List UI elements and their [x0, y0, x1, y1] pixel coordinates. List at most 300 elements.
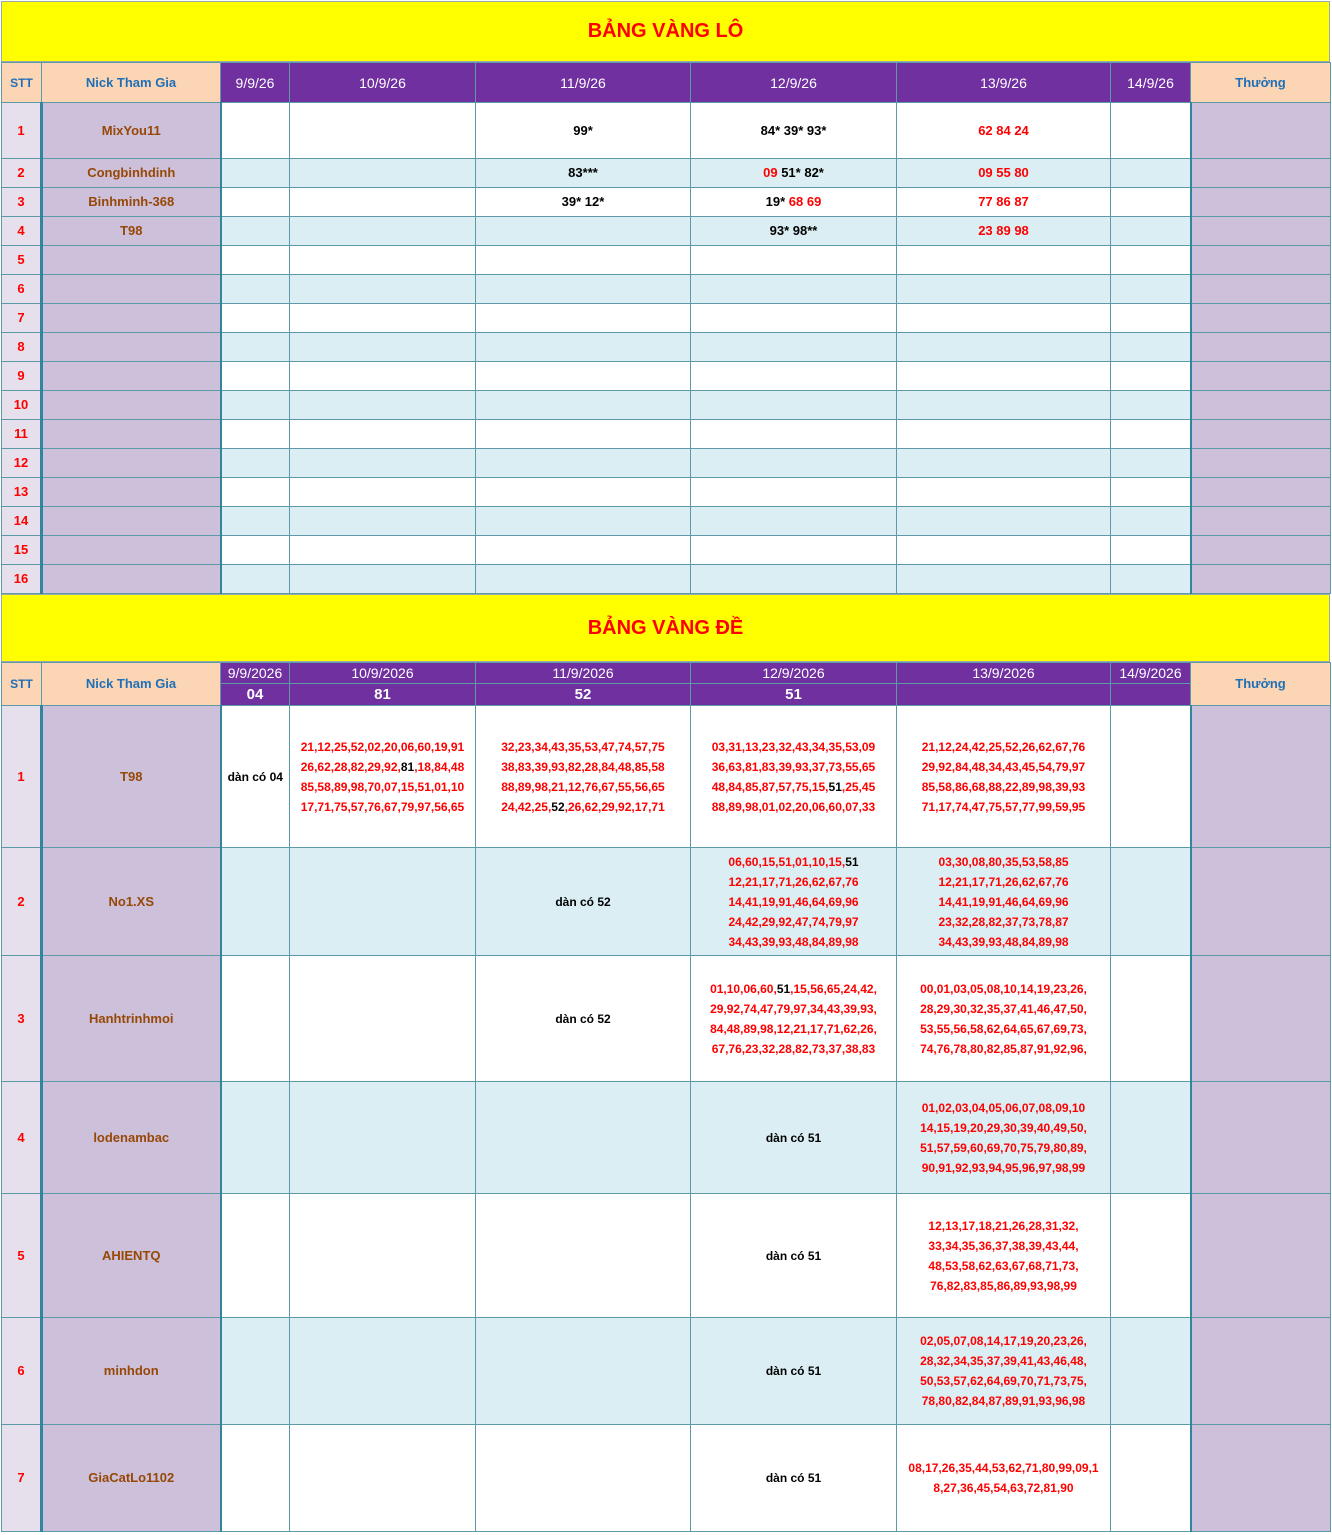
date-header: 12/9/2026: [691, 663, 897, 684]
date-header: 12/9/26: [691, 63, 897, 103]
number-text: 03,31,13,23,32,43,34,35,53,09: [711, 739, 876, 754]
number-line: [691, 872, 896, 892]
number-line: [897, 912, 1110, 932]
result-number: [897, 684, 1111, 706]
date-header: 10/9/2026: [290, 663, 476, 684]
lo-cell: [476, 449, 691, 478]
row-number: 2: [2, 848, 42, 956]
date-header: 10/9/26: [290, 63, 476, 103]
number-list: [691, 852, 896, 952]
lo-cell: [897, 159, 1111, 188]
lo-row: [2, 217, 1331, 246]
de-row: [2, 848, 1331, 956]
number-text: ,26,62,29,92,17,71: [564, 799, 665, 814]
nick-name: [42, 507, 221, 536]
de-cell: [691, 1425, 897, 1532]
lo-cell: [691, 449, 897, 478]
de-cell: [221, 706, 290, 848]
number-line: [691, 1019, 896, 1039]
number-line: [897, 1098, 1110, 1118]
number-line: [290, 737, 475, 757]
number-line: [897, 1458, 1110, 1478]
de-cell: [897, 1194, 1111, 1318]
number-text: 23,32,28,82,37,73,78,87: [938, 914, 1069, 929]
lo-cell: [290, 159, 476, 188]
lo-cell: [221, 536, 290, 565]
pick-text: 19*: [765, 194, 789, 209]
lo-row: [2, 246, 1331, 275]
lo-cell: [897, 188, 1111, 217]
lo-cell: [476, 217, 691, 246]
pick-text: 09: [763, 165, 782, 180]
lo-cell: [1111, 362, 1191, 391]
number-text: 8,27,36,45,54,63,72,81,90: [933, 1481, 1074, 1495]
number-text: 24,42,29,92,47,74,79,97: [728, 914, 859, 929]
lo-cell: [476, 159, 691, 188]
lo-cell: [290, 275, 476, 304]
de-cell: [290, 1318, 476, 1425]
de-cell: [897, 706, 1111, 848]
number-list: [691, 737, 896, 817]
lo-cell: [290, 304, 476, 333]
lo-cell: [1111, 103, 1191, 159]
prize-cell: [1191, 507, 1331, 536]
de-cell: [290, 706, 476, 848]
de-cell: [1111, 848, 1191, 956]
de-cell: [1111, 956, 1191, 1082]
number-text: 21,12,25,52,02,20,06,60,19,91: [300, 739, 465, 754]
number-text: 71,17,74,47,75,57,77,99,59,95: [921, 799, 1086, 814]
lo-row: [2, 391, 1331, 420]
lo-cell: [476, 246, 691, 275]
de-row: [2, 1082, 1331, 1194]
number-line: [691, 852, 896, 872]
number-line: [897, 872, 1110, 892]
result-number: 81: [290, 684, 476, 706]
lo-cell: [1111, 275, 1191, 304]
date-header: 14/9/26: [1111, 63, 1191, 103]
nick-name: Congbinhdinh: [42, 159, 221, 188]
lo-cell: [691, 246, 897, 275]
number-text: 28,32,34,35,37,39,41,43,46,48,: [920, 1354, 1087, 1368]
result-number: 04: [221, 684, 290, 706]
row-number: 8: [2, 333, 42, 362]
lo-cell: [691, 188, 897, 217]
lo-cell: [897, 333, 1111, 362]
number-text: 29,92,74,47,79,97,34,43,39,93,: [710, 1001, 877, 1016]
lo-row: [2, 304, 1331, 333]
lo-cell: [290, 565, 476, 594]
lo-row: [2, 275, 1331, 304]
row-number: 6: [2, 275, 42, 304]
de-cell: [221, 956, 290, 1082]
de-cell: [221, 848, 290, 956]
number-line: [897, 852, 1110, 872]
lo-cell: [290, 217, 476, 246]
number-text: 34,43,39,93,48,84,89,98: [938, 934, 1069, 949]
number-text: 36,63,81,83,39,93,37,73,55,65: [711, 759, 876, 774]
prize-cell: [1191, 159, 1331, 188]
number-text: 85,58,89,98,70,07,15,51,01,10: [300, 779, 465, 794]
number-line: [691, 737, 896, 757]
lo-cell: [476, 478, 691, 507]
prize-cell: [1191, 956, 1331, 1082]
de-cell: [1111, 1194, 1191, 1318]
de-cell: [290, 848, 476, 956]
lo-row: [2, 159, 1331, 188]
row-number: 12: [2, 449, 42, 478]
nick-name: [42, 420, 221, 449]
lo-cell: [691, 565, 897, 594]
dan-label: dàn có 51: [765, 1130, 822, 1145]
number-line: [897, 1276, 1110, 1296]
lo-cell: [897, 565, 1111, 594]
number-text: 90,91,92,93,94,95,96,97,98,99: [921, 1160, 1086, 1175]
dan-label: dàn có 51: [765, 1471, 822, 1485]
number-text: ,25,45: [841, 779, 876, 794]
de-cell: [691, 1082, 897, 1194]
lo-cell: [691, 304, 897, 333]
lo-cell: [221, 188, 290, 217]
number-line: [897, 1256, 1110, 1276]
prize-cell: [1191, 565, 1331, 594]
lo-cell: [221, 275, 290, 304]
lo-cell: [897, 420, 1111, 449]
row-number: 7: [2, 304, 42, 333]
de-cell: [221, 1318, 290, 1425]
row-number: 16: [2, 565, 42, 594]
lo-row: [2, 536, 1331, 565]
number-text: 12,21,17,71,26,62,67,76: [728, 874, 859, 889]
nick-name: [42, 478, 221, 507]
nick-header: Nick Tham Gia: [42, 63, 221, 103]
lo-row: [2, 420, 1331, 449]
lo-cell: [476, 188, 691, 217]
pick-text: 83***: [568, 165, 598, 180]
de-cell: [1111, 1082, 1191, 1194]
number-text: 74,76,78,80,82,85,87,91,92,96,: [920, 1041, 1087, 1056]
number-text: 32,23,34,43,35,53,47,74,57,75: [501, 739, 665, 754]
number-text: 21,12,24,42,25,52,26,62,67,76: [921, 739, 1086, 754]
lo-cell: [691, 362, 897, 391]
number-line: [897, 1478, 1110, 1498]
lo-cell: [290, 188, 476, 217]
number-line: [476, 777, 690, 797]
prize-cell: [1191, 449, 1331, 478]
nick-name: [42, 449, 221, 478]
number-text: 24,42,25,: [501, 799, 552, 814]
lo-table: [1, 62, 1331, 594]
nick-name: MixYou11: [42, 103, 221, 159]
de-cell: [290, 1425, 476, 1532]
lo-cell: [1111, 246, 1191, 275]
winning-number: 51: [828, 779, 842, 794]
number-list: [897, 1216, 1110, 1296]
pick-text: 84* 39* 93*: [760, 122, 827, 138]
lo-cell: [476, 536, 691, 565]
prize-cell: [1191, 1194, 1331, 1318]
number-text: 76,82,83,85,86,89,93,98,99: [930, 1278, 1077, 1293]
lo-row: [2, 565, 1331, 594]
lo-cell: [476, 565, 691, 594]
prize-cell: [1191, 188, 1331, 217]
date-header: 11/9/2026: [476, 663, 691, 684]
lo-cell: [221, 449, 290, 478]
number-line: [897, 932, 1110, 952]
de-cell: [897, 848, 1111, 956]
number-text: 14,15,19,20,29,30,39,40,49,50,: [920, 1120, 1087, 1135]
prize-cell: [1191, 362, 1331, 391]
lo-cell: [476, 275, 691, 304]
number-text: ,15,56,65,24,42,: [790, 981, 877, 996]
nick-name: [42, 391, 221, 420]
lo-cell: [290, 478, 476, 507]
number-line: [897, 1351, 1110, 1371]
prize-header: Thưởng: [1191, 63, 1331, 103]
number-line: [897, 892, 1110, 912]
lo-cell: [691, 507, 897, 536]
lo-cell: [897, 536, 1111, 565]
lo-cell: [1111, 217, 1191, 246]
pick-text: 93* 98**: [769, 223, 818, 238]
date-header: 11/9/26: [476, 63, 691, 103]
number-line: [897, 797, 1110, 817]
number-line: [897, 1158, 1110, 1178]
result-number: 52: [476, 684, 691, 706]
dan-label: dàn có 51: [765, 1364, 822, 1378]
number-list: [691, 979, 896, 1059]
number-text: 67,76,23,32,28,82,73,37,38,83: [711, 1041, 876, 1056]
dan-label: dàn có 52: [555, 1011, 611, 1026]
number-line: [691, 999, 896, 1019]
number-text: ,18,84,48: [414, 759, 465, 774]
number-line: [897, 1019, 1110, 1039]
de-cell: [691, 1194, 897, 1318]
prize-cell: [1191, 275, 1331, 304]
dan-label: dàn có 04: [227, 769, 283, 784]
result-number: 51: [691, 684, 897, 706]
row-number: 5: [2, 1194, 42, 1318]
lo-cell: [290, 420, 476, 449]
prize-cell: [1191, 478, 1331, 507]
dan-label: dàn có 51: [765, 1248, 822, 1263]
row-number: 14: [2, 507, 42, 536]
lo-cell: [691, 478, 897, 507]
number-list: [897, 1098, 1110, 1178]
number-line: [691, 797, 896, 817]
lo-cell: [897, 507, 1111, 536]
de-cell: [221, 1194, 290, 1318]
number-text: 08,17,26,35,44,53,62,71,80,99,09,1: [908, 1461, 1099, 1475]
row-number: 4: [2, 217, 42, 246]
number-line: [897, 1138, 1110, 1158]
lo-cell: [691, 420, 897, 449]
de-cell: [290, 1194, 476, 1318]
number-line: [290, 757, 475, 777]
lo-cell: [290, 536, 476, 565]
number-text: 48,53,58,62,63,67,68,71,73,: [928, 1258, 1079, 1273]
prize-cell: [1191, 217, 1331, 246]
number-line: [476, 757, 690, 777]
lo-cell: [221, 391, 290, 420]
lo-cell: [476, 391, 691, 420]
pick-text: 77 86 87: [978, 194, 1029, 209]
lo-cell: [476, 103, 691, 159]
number-list: [897, 737, 1110, 817]
number-text: 48,84,85,87,57,75,15,: [711, 779, 829, 794]
lo-cell: [691, 333, 897, 362]
lo-cell: [221, 333, 290, 362]
pick-text: 62 84 24: [978, 122, 1029, 138]
number-line: [897, 737, 1110, 757]
de-cell: [476, 1425, 691, 1532]
lo-cell: [221, 478, 290, 507]
number-text: 17,71,75,57,76,67,79,97,56,65: [300, 799, 465, 814]
prize-cell: [1191, 1318, 1331, 1425]
nick-name: [42, 362, 221, 391]
prize-cell: [1191, 391, 1331, 420]
number-line: [897, 1039, 1110, 1059]
nick-name: Hanhtrinhmoi: [42, 956, 221, 1082]
row-number: 4: [2, 1082, 42, 1194]
lo-cell: [221, 507, 290, 536]
nick-name: [42, 565, 221, 594]
lo-cell: [221, 217, 290, 246]
number-text: 01,10,06,60,: [710, 981, 777, 996]
de-row: [2, 1425, 1331, 1532]
number-line: [897, 1391, 1110, 1411]
number-text: 53,55,56,58,62,64,65,67,69,73,: [920, 1021, 1087, 1036]
lo-cell: [476, 333, 691, 362]
date-header: 13/9/2026: [897, 663, 1111, 684]
de-row: [2, 956, 1331, 1082]
number-line: [691, 777, 896, 797]
nick-name: [42, 304, 221, 333]
date-header: 9/9/26: [221, 63, 290, 103]
de-cell: [476, 1318, 691, 1425]
prize-cell: [1191, 333, 1331, 362]
lo-cell: [290, 391, 476, 420]
lo-row: [2, 362, 1331, 391]
row-number: 7: [2, 1425, 42, 1532]
lo-cell: [290, 333, 476, 362]
number-line: [691, 757, 896, 777]
lo-cell: [691, 536, 897, 565]
lo-title: BẢNG VÀNG LÔ: [1, 1, 1330, 62]
number-line: [897, 1216, 1110, 1236]
de-cell: [476, 706, 691, 848]
prize-cell: [1191, 420, 1331, 449]
number-list: [897, 1331, 1110, 1411]
de-row: [2, 1318, 1331, 1425]
number-text: 88,89,98,21,12,76,67,55,56,65: [501, 779, 665, 794]
number-text: 12,21,17,71,26,62,67,76: [938, 874, 1069, 889]
row-number: 3: [2, 956, 42, 1082]
prize-cell: [1191, 706, 1331, 848]
number-line: [476, 797, 690, 817]
de-cell: [691, 956, 897, 1082]
row-number: 15: [2, 536, 42, 565]
row-number: 11: [2, 420, 42, 449]
number-text: 26,62,28,82,29,92,: [300, 759, 401, 774]
pick-text: 23 89 98: [978, 223, 1029, 238]
number-text: 50,53,57,62,64,69,70,71,73,75,: [920, 1374, 1087, 1388]
lo-cell: [221, 565, 290, 594]
nick-name: No1.XS: [42, 848, 221, 956]
lo-cell: [290, 103, 476, 159]
row-number: 10: [2, 391, 42, 420]
lo-cell: [290, 362, 476, 391]
de-cell: [1111, 1318, 1191, 1425]
number-text: 34,43,39,93,48,84,89,98: [728, 934, 859, 949]
de-cell: [691, 706, 897, 848]
lo-cell: [897, 275, 1111, 304]
de-table: [1, 662, 1331, 1532]
prize-cell: [1191, 246, 1331, 275]
lo-cell: [1111, 159, 1191, 188]
row-number: 3: [2, 188, 42, 217]
nick-name: AHIENTQ: [42, 1194, 221, 1318]
number-line: [691, 892, 896, 912]
number-text: 06,60,15,51,01,10,15,: [728, 854, 846, 869]
lo-cell: [1111, 507, 1191, 536]
nick-header: Nick Tham Gia: [42, 663, 221, 706]
number-line: [897, 979, 1110, 999]
de-cell: [476, 1082, 691, 1194]
de-cell: [897, 956, 1111, 1082]
de-cell: [897, 1318, 1111, 1425]
lo-cell: [897, 103, 1111, 159]
nick-name: Binhminh-368: [42, 188, 221, 217]
lo-cell: [1111, 565, 1191, 594]
number-list: [897, 979, 1110, 1059]
nick-name: T98: [42, 706, 221, 848]
lo-row: [2, 103, 1331, 159]
stt-header: STT: [2, 663, 42, 706]
pick-text: 09 55 80: [978, 165, 1029, 180]
pick-text: 51* 82*: [781, 165, 824, 180]
date-header: 13/9/26: [897, 63, 1111, 103]
lo-cell: [221, 362, 290, 391]
nick-name: lodenambac: [42, 1082, 221, 1194]
lo-cell: [897, 362, 1111, 391]
lo-cell: [691, 217, 897, 246]
number-text: 03,30,08,80,35,53,58,85: [938, 854, 1069, 869]
de-row: [2, 706, 1331, 848]
winning-number: 81: [400, 759, 415, 774]
de-cell: [221, 1082, 290, 1194]
lo-cell: [290, 507, 476, 536]
lo-cell: [476, 420, 691, 449]
pick-text: 68 69: [788, 194, 822, 209]
row-number: 2: [2, 159, 42, 188]
lo-cell: [290, 449, 476, 478]
prize-header: Thưởng: [1191, 663, 1331, 706]
lo-cell: [691, 275, 897, 304]
lo-cell: [691, 391, 897, 420]
row-number: 6: [2, 1318, 42, 1425]
row-number: 1: [2, 103, 42, 159]
lo-row: [2, 333, 1331, 362]
prize-cell: [1191, 848, 1331, 956]
lo-row: [2, 449, 1331, 478]
lo-row: [2, 507, 1331, 536]
nick-name: [42, 536, 221, 565]
number-text: 28,29,30,32,35,37,41,46,47,50,: [920, 1001, 1087, 1016]
stt-header: STT: [2, 63, 42, 103]
lo-cell: [1111, 333, 1191, 362]
prize-cell: [1191, 304, 1331, 333]
